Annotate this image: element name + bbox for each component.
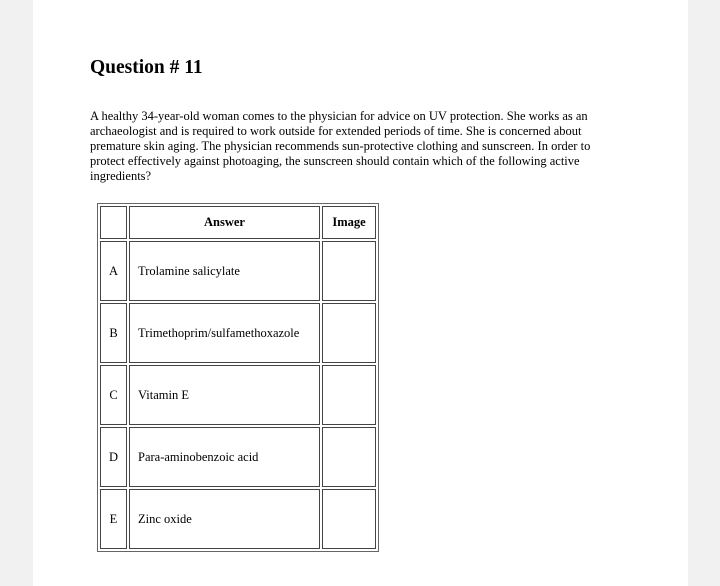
answer-text: Vitamin E: [129, 365, 320, 425]
answer-image-cell: [322, 427, 376, 487]
answer-image-cell: [322, 241, 376, 301]
table-row: [100, 489, 376, 549]
question-stem: A healthy 34-year-old woman comes to the physician for advice on UV protection. She works as an archaeologist and is required to work outside for extended periods of time. She is concerned about premature skin aging. The physician recommends sun-protective clothing and sunscreen. In order to protect effectively against photoaging, the sunscreen should contain which of the following active ingredients?: [90, 109, 591, 183]
answer-text: Trolamine salicylate: [129, 241, 320, 301]
table-header-row: [100, 206, 376, 239]
table-row: [100, 427, 376, 487]
answer-image-cell: [322, 303, 376, 363]
answer-text: Zinc oxide: [129, 489, 320, 549]
table-row: [100, 303, 376, 363]
table-row: [100, 365, 376, 425]
answer-image-cell: [322, 489, 376, 549]
answer-letter: E: [100, 489, 127, 549]
header-answer: Answer: [129, 206, 320, 239]
answer-table: [97, 203, 379, 552]
document-page: [33, 0, 688, 586]
question-title: Question # 11: [90, 57, 203, 78]
answer-letter: B: [100, 303, 127, 363]
header-image: Image: [322, 206, 376, 239]
answer-letter: C: [100, 365, 127, 425]
table-row: [100, 241, 376, 301]
answer-image-cell: [322, 365, 376, 425]
answer-text: Trimethoprim/sulfamethoxazole: [129, 303, 320, 363]
answer-letter: A: [100, 241, 127, 301]
answer-letter: D: [100, 427, 127, 487]
header-letter: [100, 206, 127, 239]
answer-text: Para-aminobenzoic acid: [129, 427, 320, 487]
